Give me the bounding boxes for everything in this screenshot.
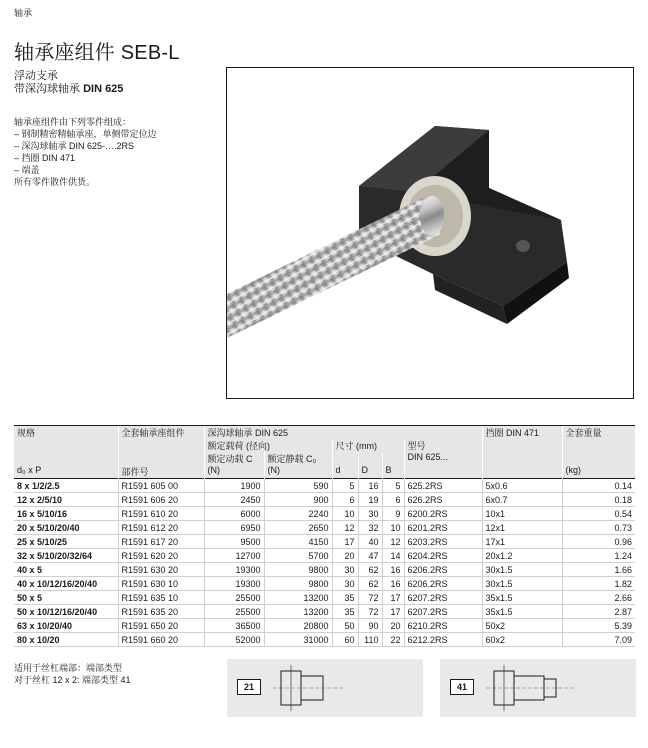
cell-D: 72: [358, 591, 382, 605]
table-row: [14, 521, 635, 535]
cell-c: 52000: [204, 633, 264, 647]
subtitle-line2-text: 带深沟球轴承: [14, 83, 80, 95]
table-row: [14, 591, 635, 605]
load-rating-header: 额定载荷 (径向): [204, 439, 332, 452]
cell-B: 9: [382, 507, 404, 521]
cell-type: 6200.2RS: [404, 507, 482, 521]
table-row: [14, 479, 635, 493]
type2-header: DIN 625...: [404, 452, 482, 465]
table-row: [14, 493, 635, 507]
cell-weight: 5.39: [562, 619, 635, 633]
cell-type: 6207.2RS: [404, 605, 482, 619]
cell-weight: 0.14: [562, 479, 635, 493]
table-row: [14, 577, 635, 591]
cell-c0: 590: [264, 479, 332, 493]
cell-D: 62: [358, 577, 382, 591]
table-row: [14, 507, 635, 521]
cell-c: 6000: [204, 507, 264, 521]
cell-weight: 0.18: [562, 493, 635, 507]
cell-weight: 2.87: [562, 605, 635, 619]
cell-spec: 40 x 5: [14, 563, 118, 577]
cell-type: 6206.2RS: [404, 577, 482, 591]
dims-header: 尺寸 (mm): [332, 439, 404, 452]
d0p-header: d₀ x P: [17, 465, 42, 475]
cell-D: 47: [358, 549, 382, 563]
end-type-number: 41: [450, 679, 474, 695]
table-row: [14, 619, 635, 633]
cell-spec: 8 x 1/2/2.5: [14, 479, 118, 493]
cell-part: R1591 650 20: [118, 619, 204, 633]
cell-c0: 4150: [264, 535, 332, 549]
cell-B: 20: [382, 619, 404, 633]
cell-c0: 5700: [264, 549, 332, 563]
table-header-row: [14, 465, 635, 479]
cell-B: 22: [382, 633, 404, 647]
cell-ring: 35x1.5: [482, 605, 562, 619]
table-header-row: [14, 426, 635, 440]
shaft-end-drawing: [273, 663, 343, 713]
cell-c: 12700: [204, 549, 264, 563]
shaft-end-drawing: [486, 663, 576, 713]
product-image: [226, 67, 634, 399]
table-row: [14, 633, 635, 647]
cell-d: 35: [332, 605, 358, 619]
col-weight-header: 全套重量: [562, 426, 635, 440]
subtitle-line2: [14, 83, 123, 96]
bearing-label: 深沟球轴承 DIN 625: [207, 428, 289, 438]
cell-ring: 17x1: [482, 535, 562, 549]
cell-c: 25500: [204, 591, 264, 605]
subtitle-line2-bold: DIN 625: [83, 83, 124, 95]
end-type-41: [440, 659, 636, 717]
cell-spec: 20 x 5/10/20/40: [14, 521, 118, 535]
cell-spec: 50 x 5: [14, 591, 118, 605]
cell-part: R1591 617 20: [118, 535, 204, 549]
cell-c: 19300: [204, 577, 264, 591]
cell-D: 110: [358, 633, 382, 647]
cell-c0: 900: [264, 493, 332, 507]
cell-part: R1591 605 00: [118, 479, 204, 493]
cell-type: 6207.2RS: [404, 591, 482, 605]
cell-spec: 25 x 5/10/25: [14, 535, 118, 549]
cell-c: 2450: [204, 493, 264, 507]
cell-type: 6204.2RS: [404, 549, 482, 563]
cell-c0: 2650: [264, 521, 332, 535]
cell-c: 25500: [204, 605, 264, 619]
cell-part: R1591 630 20: [118, 563, 204, 577]
cell-weight: 7.09: [562, 633, 635, 647]
col-spec-header: 规格: [14, 426, 118, 440]
cell-c0: 31000: [264, 633, 332, 647]
cell-c0: 2240: [264, 507, 332, 521]
cell-spec: 16 x 5/10/16: [14, 507, 118, 521]
cell-D: 62: [358, 563, 382, 577]
stat-header: 额定静载 C₀: [264, 452, 332, 465]
cell-D: 40: [358, 535, 382, 549]
cell-weight: 0.54: [562, 507, 635, 521]
cell-ring: 30x1.5: [482, 577, 562, 591]
cell-ring: 30x1.5: [482, 563, 562, 577]
description-line: – 挡圈 DIN 471: [14, 153, 76, 163]
description-line: – 钢制精密精轴承座，单侧带定位边: [14, 129, 157, 139]
cell-c0: 13200: [264, 605, 332, 619]
cell-part: R1591 610 20: [118, 507, 204, 521]
unit-n2: (N): [264, 465, 332, 479]
cell-d: 50: [332, 619, 358, 633]
table-row: [14, 535, 635, 549]
cell-c0: 9800: [264, 563, 332, 577]
cell-weight: 0.96: [562, 535, 635, 549]
cell-weight: 1.24: [562, 549, 635, 563]
footnote-line: 对于丝杠 12 x 2: 端部类型 41: [14, 675, 131, 685]
unit-n1: (N): [204, 465, 264, 479]
col-complete-header: 全套轴承座组件: [118, 426, 204, 440]
cell-c: 6950: [204, 521, 264, 535]
spec-table: [14, 425, 635, 647]
cell-spec: 32 x 5/10/20/32/64: [14, 549, 118, 563]
cell-d: 6: [332, 493, 358, 507]
cell-B: 17: [382, 591, 404, 605]
cell-spec: 40 x 10/12/16/20/40: [14, 577, 118, 591]
page-title: 轴承座组件 SEB-L: [14, 42, 180, 64]
cell-weight: 1.66: [562, 563, 635, 577]
end-type-number: 21: [237, 679, 261, 695]
cell-type: 6212.2RS: [404, 633, 482, 647]
cell-part: R1591 612 20: [118, 521, 204, 535]
footnote: [14, 662, 131, 686]
table-row: [14, 605, 635, 619]
cell-d: 5: [332, 479, 358, 493]
cell-d: 30: [332, 577, 358, 591]
cell-type: 6203.2RS: [404, 535, 482, 549]
cell-weight: 0.73: [562, 521, 635, 535]
cell-part: R1591 660 20: [118, 633, 204, 647]
D-header: D: [358, 465, 382, 479]
cell-spec: 12 x 2/5/10: [14, 493, 118, 507]
col-bearing-header: [204, 426, 482, 440]
cell-B: 16: [382, 563, 404, 577]
B-header: B: [382, 465, 404, 479]
end-type-21: [227, 659, 423, 717]
cell-ring: 50x2: [482, 619, 562, 633]
cell-d: 30: [332, 563, 358, 577]
cell-d: 60: [332, 633, 358, 647]
cell-part: R1591 606 20: [118, 493, 204, 507]
cell-type: 6210.2RS: [404, 619, 482, 633]
cell-c: 36500: [204, 619, 264, 633]
cell-D: 30: [358, 507, 382, 521]
cell-B: 14: [382, 549, 404, 563]
description-line: 轴承座组件由下列零件组成：: [14, 117, 132, 127]
cell-weight: 2.66: [562, 591, 635, 605]
cell-ring: 60x2: [482, 633, 562, 647]
cell-type: 6201.2RS: [404, 521, 482, 535]
subtitle: [14, 70, 123, 96]
cell-part: R1591 635 20: [118, 605, 204, 619]
cell-type: 6206.2RS: [404, 563, 482, 577]
table-row: [14, 563, 635, 577]
cell-D: 32: [358, 521, 382, 535]
cell-part: R1591 630 10: [118, 577, 204, 591]
cell-ring: 5x0.6: [482, 479, 562, 493]
cell-c: 9500: [204, 535, 264, 549]
cell-B: 12: [382, 535, 404, 549]
cell-B: 5: [382, 479, 404, 493]
cell-D: 19: [358, 493, 382, 507]
cell-B: 17: [382, 605, 404, 619]
cell-D: 90: [358, 619, 382, 633]
footnote-line: 适用于丝杠端部：端部类型: [14, 663, 123, 673]
cell-part: R1591 620 20: [118, 549, 204, 563]
cell-spec: 80 x 10/20: [14, 633, 118, 647]
cell-d: 20: [332, 549, 358, 563]
cell-ring: 10x1: [482, 507, 562, 521]
cell-ring: 12x1: [482, 521, 562, 535]
dyn-header: 额定动载 C: [204, 452, 264, 465]
cell-d: 35: [332, 591, 358, 605]
cell-c: 19300: [204, 563, 264, 577]
cell-D: 72: [358, 605, 382, 619]
subtitle-line1: 浮动支承: [14, 70, 58, 82]
description-line: – 端盖: [14, 165, 40, 175]
cell-c0: 13200: [264, 591, 332, 605]
cell-D: 16: [358, 479, 382, 493]
cell-c0: 9800: [264, 577, 332, 591]
table-row: [14, 549, 635, 563]
description: [14, 116, 157, 188]
unit-kg: (kg): [562, 465, 635, 479]
cell-part: R1591 635 10: [118, 591, 204, 605]
cell-ring: 6x0.7: [482, 493, 562, 507]
table-header-row: [14, 452, 635, 465]
cell-B: 10: [382, 521, 404, 535]
cell-ring: 35x1.5: [482, 591, 562, 605]
col-ring-header: 挡圈 DIN 471: [482, 426, 562, 440]
cell-B: 16: [382, 577, 404, 591]
description-line: 所有零件散件供货。: [14, 177, 96, 187]
cell-spec: 50 x 10/12/16/20/40: [14, 605, 118, 619]
bearing-unit-illustration: [227, 68, 633, 398]
part-header: 部件号: [118, 465, 204, 479]
table-header-row: [14, 439, 635, 452]
cell-d: 17: [332, 535, 358, 549]
description-line: – 深沟球轴承 DIN 625-….2RS: [14, 141, 135, 151]
cell-type: 626.2RS: [404, 493, 482, 507]
type-header: 型号: [404, 439, 482, 452]
cell-ring: 20x1.2: [482, 549, 562, 563]
cell-type: 625.2RS: [404, 479, 482, 493]
cell-spec: 63 x 10/20/40: [14, 619, 118, 633]
cell-c: 1900: [204, 479, 264, 493]
cell-d: 12: [332, 521, 358, 535]
d-header: d: [332, 465, 358, 479]
header-label: 轴承: [14, 8, 33, 18]
cell-c0: 20800: [264, 619, 332, 633]
cell-B: 6: [382, 493, 404, 507]
cell-weight: 1.82: [562, 577, 635, 591]
cell-d: 10: [332, 507, 358, 521]
